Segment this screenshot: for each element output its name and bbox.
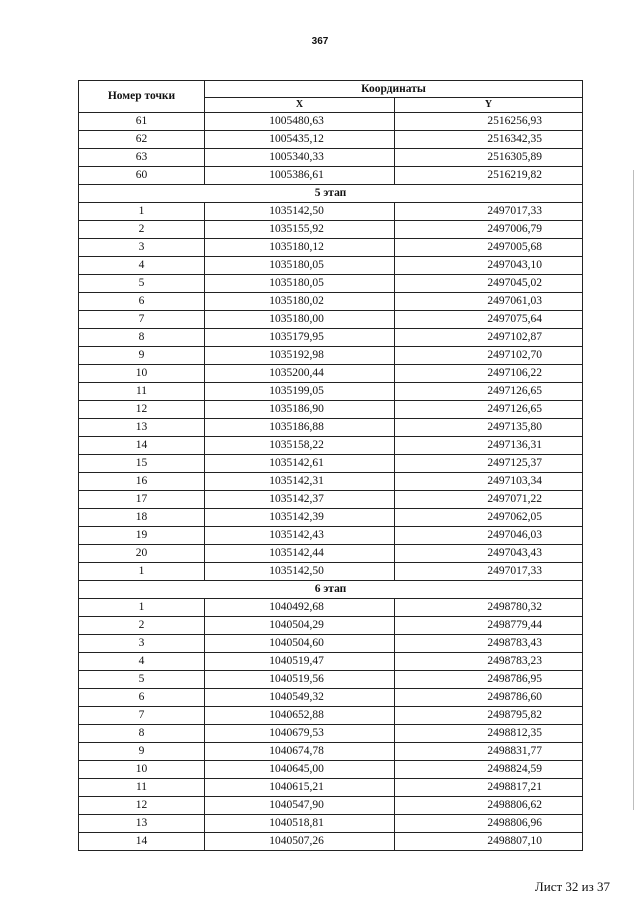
y-coordinate-cell: 2497071,22 bbox=[395, 491, 583, 509]
y-coordinate-cell: 2497125,37 bbox=[395, 455, 583, 473]
table-row bbox=[79, 563, 583, 581]
y-coordinate-cell: 2497106,22 bbox=[395, 365, 583, 383]
x-coordinate-cell: 1040549,32 bbox=[205, 689, 395, 707]
table-row bbox=[79, 203, 583, 221]
table-row bbox=[79, 437, 583, 455]
y-coordinate-cell: 2498783,43 bbox=[395, 635, 583, 653]
y-coordinate-cell: 2497136,31 bbox=[395, 437, 583, 455]
y-coordinate-cell: 2497126,65 bbox=[395, 383, 583, 401]
x-coordinate-cell: 1035200,44 bbox=[205, 365, 395, 383]
y-coordinate-cell: 2497043,43 bbox=[395, 545, 583, 563]
point-number-cell: 5 bbox=[79, 275, 205, 293]
y-coordinate-cell: 2497126,65 bbox=[395, 401, 583, 419]
x-coordinate-cell: 1035158,22 bbox=[205, 437, 395, 455]
point-number-cell: 11 bbox=[79, 779, 205, 797]
x-coordinate-cell: 1035192,98 bbox=[205, 347, 395, 365]
y-coordinate-cell: 2497102,87 bbox=[395, 329, 583, 347]
x-coordinate-cell: 1035199,05 bbox=[205, 383, 395, 401]
point-number-cell: 1 bbox=[79, 599, 205, 617]
x-coordinate-cell: 1005386,61 bbox=[205, 167, 395, 185]
point-number-cell: 4 bbox=[79, 653, 205, 671]
y-coordinate-cell: 2498806,62 bbox=[395, 797, 583, 815]
x-coordinate-cell: 1040492,68 bbox=[205, 599, 395, 617]
y-coordinate-cell: 2497006,79 bbox=[395, 221, 583, 239]
x-coordinate-cell: 1040652,88 bbox=[205, 707, 395, 725]
table-row bbox=[79, 527, 583, 545]
point-number-cell: 13 bbox=[79, 815, 205, 833]
x-coordinate-cell: 1040507,26 bbox=[205, 833, 395, 851]
point-number-cell: 5 bbox=[79, 671, 205, 689]
point-number-cell: 61 bbox=[79, 113, 205, 131]
y-coordinate-cell: 2498795,82 bbox=[395, 707, 583, 725]
y-coordinate-cell: 2498824,59 bbox=[395, 761, 583, 779]
stage-title: 5 этап bbox=[79, 185, 583, 203]
x-coordinate-cell: 1035186,88 bbox=[205, 419, 395, 437]
table-row bbox=[79, 599, 583, 617]
table-row bbox=[79, 635, 583, 653]
x-coordinate-cell: 1035180,02 bbox=[205, 293, 395, 311]
header-y: Y bbox=[395, 98, 583, 113]
point-number-cell: 15 bbox=[79, 455, 205, 473]
point-number-cell: 14 bbox=[79, 833, 205, 851]
point-number-cell: 14 bbox=[79, 437, 205, 455]
table-row bbox=[79, 815, 583, 833]
point-number-cell: 16 bbox=[79, 473, 205, 491]
point-number-cell: 6 bbox=[79, 689, 205, 707]
table-row bbox=[79, 365, 583, 383]
point-number-cell: 12 bbox=[79, 401, 205, 419]
table-row bbox=[79, 311, 583, 329]
x-coordinate-cell: 1005480,63 bbox=[205, 113, 395, 131]
y-coordinate-cell: 2497103,34 bbox=[395, 473, 583, 491]
table-row bbox=[79, 113, 583, 131]
point-number-cell: 1 bbox=[79, 563, 205, 581]
point-number-cell: 17 bbox=[79, 491, 205, 509]
stage-row bbox=[79, 581, 583, 599]
y-coordinate-cell: 2498786,95 bbox=[395, 671, 583, 689]
x-coordinate-cell: 1040674,78 bbox=[205, 743, 395, 761]
table-row bbox=[79, 509, 583, 527]
x-coordinate-cell: 1035142,50 bbox=[205, 563, 395, 581]
y-coordinate-cell: 2516342,35 bbox=[395, 131, 583, 149]
header-point-number: Номер точки bbox=[79, 81, 205, 113]
header-coordinates: Координаты bbox=[205, 81, 583, 98]
table-row bbox=[79, 419, 583, 437]
x-coordinate-cell: 1035142,37 bbox=[205, 491, 395, 509]
x-coordinate-cell: 1035142,44 bbox=[205, 545, 395, 563]
point-number-cell: 13 bbox=[79, 419, 205, 437]
y-coordinate-cell: 2497135,80 bbox=[395, 419, 583, 437]
y-coordinate-cell: 2497017,33 bbox=[395, 203, 583, 221]
table-row bbox=[79, 383, 583, 401]
table-row bbox=[79, 149, 583, 167]
point-number-cell: 3 bbox=[79, 635, 205, 653]
y-coordinate-cell: 2497062,05 bbox=[395, 509, 583, 527]
header-x: X bbox=[205, 98, 395, 113]
point-number-cell: 10 bbox=[79, 761, 205, 779]
table-row bbox=[79, 257, 583, 275]
table-row bbox=[79, 473, 583, 491]
point-number-cell: 18 bbox=[79, 509, 205, 527]
x-coordinate-cell: 1040504,60 bbox=[205, 635, 395, 653]
table-row bbox=[79, 725, 583, 743]
y-coordinate-cell: 2498807,10 bbox=[395, 833, 583, 851]
x-coordinate-cell: 1040519,47 bbox=[205, 653, 395, 671]
table-row bbox=[79, 401, 583, 419]
table-row bbox=[79, 293, 583, 311]
point-number-cell: 3 bbox=[79, 239, 205, 257]
table-row bbox=[79, 329, 583, 347]
point-number-cell: 4 bbox=[79, 257, 205, 275]
point-number-cell: 19 bbox=[79, 527, 205, 545]
x-coordinate-cell: 1035180,05 bbox=[205, 275, 395, 293]
y-coordinate-cell: 2498831,77 bbox=[395, 743, 583, 761]
table-row bbox=[79, 617, 583, 635]
point-number-cell: 60 bbox=[79, 167, 205, 185]
point-number-cell: 7 bbox=[79, 707, 205, 725]
y-coordinate-cell: 2498786,60 bbox=[395, 689, 583, 707]
y-coordinate-cell: 2498780,32 bbox=[395, 599, 583, 617]
point-number-cell: 10 bbox=[79, 365, 205, 383]
page-number: 367 bbox=[311, 36, 329, 47]
x-coordinate-cell: 1035186,90 bbox=[205, 401, 395, 419]
x-coordinate-cell: 1035142,50 bbox=[205, 203, 395, 221]
table-row bbox=[79, 797, 583, 815]
y-coordinate-cell: 2516219,82 bbox=[395, 167, 583, 185]
y-coordinate-cell: 2497045,02 bbox=[395, 275, 583, 293]
x-coordinate-cell: 1035142,39 bbox=[205, 509, 395, 527]
point-number-cell: 11 bbox=[79, 383, 205, 401]
table-row bbox=[79, 275, 583, 293]
table-row bbox=[79, 689, 583, 707]
point-number-cell: 63 bbox=[79, 149, 205, 167]
y-coordinate-cell: 2497046,03 bbox=[395, 527, 583, 545]
x-coordinate-cell: 1040547,90 bbox=[205, 797, 395, 815]
x-coordinate-cell: 1040504,29 bbox=[205, 617, 395, 635]
point-number-cell: 62 bbox=[79, 131, 205, 149]
point-number-cell: 12 bbox=[79, 797, 205, 815]
point-number-cell: 2 bbox=[79, 221, 205, 239]
y-coordinate-cell: 2497043,10 bbox=[395, 257, 583, 275]
y-coordinate-cell: 2497075,64 bbox=[395, 311, 583, 329]
point-number-cell: 20 bbox=[79, 545, 205, 563]
x-coordinate-cell: 1035142,43 bbox=[205, 527, 395, 545]
x-coordinate-cell: 1035179,95 bbox=[205, 329, 395, 347]
sheet-label: Лист 32 из 37 bbox=[534, 879, 610, 894]
y-coordinate-cell: 2497017,33 bbox=[395, 563, 583, 581]
stage-row bbox=[79, 185, 583, 203]
table-row bbox=[79, 671, 583, 689]
x-coordinate-cell: 1035180,00 bbox=[205, 311, 395, 329]
point-number-cell: 9 bbox=[79, 743, 205, 761]
y-coordinate-cell: 2516305,89 bbox=[395, 149, 583, 167]
table-row bbox=[79, 455, 583, 473]
table-row bbox=[79, 779, 583, 797]
margin-line bbox=[633, 170, 634, 810]
table-row bbox=[79, 761, 583, 779]
y-coordinate-cell: 2498812,35 bbox=[395, 725, 583, 743]
x-coordinate-cell: 1040645,00 bbox=[205, 761, 395, 779]
point-number-cell: 9 bbox=[79, 347, 205, 365]
point-number-cell: 7 bbox=[79, 311, 205, 329]
table-row bbox=[79, 653, 583, 671]
y-coordinate-cell: 2516256,93 bbox=[395, 113, 583, 131]
x-coordinate-cell: 1035180,05 bbox=[205, 257, 395, 275]
x-coordinate-cell: 1035180,12 bbox=[205, 239, 395, 257]
y-coordinate-cell: 2497061,03 bbox=[395, 293, 583, 311]
x-coordinate-cell: 1040679,53 bbox=[205, 725, 395, 743]
x-coordinate-cell: 1035155,92 bbox=[205, 221, 395, 239]
table-row bbox=[79, 131, 583, 149]
coordinates-table-container bbox=[78, 80, 582, 851]
table-row bbox=[79, 347, 583, 365]
x-coordinate-cell: 1040518,81 bbox=[205, 815, 395, 833]
x-coordinate-cell: 1005340,33 bbox=[205, 149, 395, 167]
x-coordinate-cell: 1005435,12 bbox=[205, 131, 395, 149]
y-coordinate-cell: 2497102,70 bbox=[395, 347, 583, 365]
table-body bbox=[79, 113, 583, 851]
x-coordinate-cell: 1040615,21 bbox=[205, 779, 395, 797]
point-number-cell: 8 bbox=[79, 329, 205, 347]
y-coordinate-cell: 2498806,96 bbox=[395, 815, 583, 833]
table-row bbox=[79, 545, 583, 563]
x-coordinate-cell: 1035142,61 bbox=[205, 455, 395, 473]
point-number-cell: 8 bbox=[79, 725, 205, 743]
y-coordinate-cell: 2498783,23 bbox=[395, 653, 583, 671]
point-number-cell: 2 bbox=[79, 617, 205, 635]
y-coordinate-cell: 2498779,44 bbox=[395, 617, 583, 635]
table-row bbox=[79, 833, 583, 851]
point-number-cell: 1 bbox=[79, 203, 205, 221]
table-row bbox=[79, 221, 583, 239]
stage-title: 6 этап bbox=[79, 581, 583, 599]
x-coordinate-cell: 1040519,56 bbox=[205, 671, 395, 689]
y-coordinate-cell: 2498817,21 bbox=[395, 779, 583, 797]
table-row bbox=[79, 707, 583, 725]
table-row bbox=[79, 167, 583, 185]
point-number-cell: 6 bbox=[79, 293, 205, 311]
x-coordinate-cell: 1035142,31 bbox=[205, 473, 395, 491]
table-header bbox=[79, 81, 583, 113]
table-row bbox=[79, 491, 583, 509]
table-row bbox=[79, 743, 583, 761]
y-coordinate-cell: 2497005,68 bbox=[395, 239, 583, 257]
table-row bbox=[79, 239, 583, 257]
coordinates-table bbox=[78, 80, 583, 851]
